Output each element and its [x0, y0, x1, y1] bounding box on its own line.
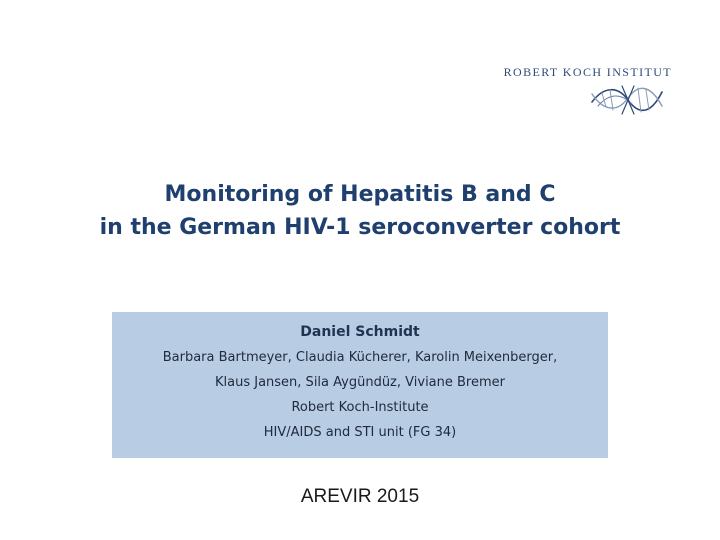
coauthors-line-2: Klaus Jansen, Sila Aygündüz, Viviane Bremer [215, 375, 505, 390]
unit-name: HIV/AIDS and STI unit (FG 34) [263, 425, 457, 440]
coauthors-line-1: Barbara Bartmeyer, Claudia Kücherer, Karolin Meixenberger, [162, 350, 558, 365]
slide-title [0, 178, 720, 244]
title-line-1: Monitoring of Hepatitis B and C [164, 182, 556, 207]
event-label: AREVIR 2015 [300, 486, 420, 507]
rki-helix-logo-icon [588, 82, 666, 118]
title-line-2: in the German HIV-1 seroconverter cohort [99, 215, 621, 240]
institute-logo-text: ROBERT KOCH INSTITUT [503, 65, 672, 79]
institute-name: Robert Koch-Institute [291, 400, 429, 415]
author-box [112, 312, 608, 458]
presenter-name: Daniel Schmidt [300, 324, 420, 340]
